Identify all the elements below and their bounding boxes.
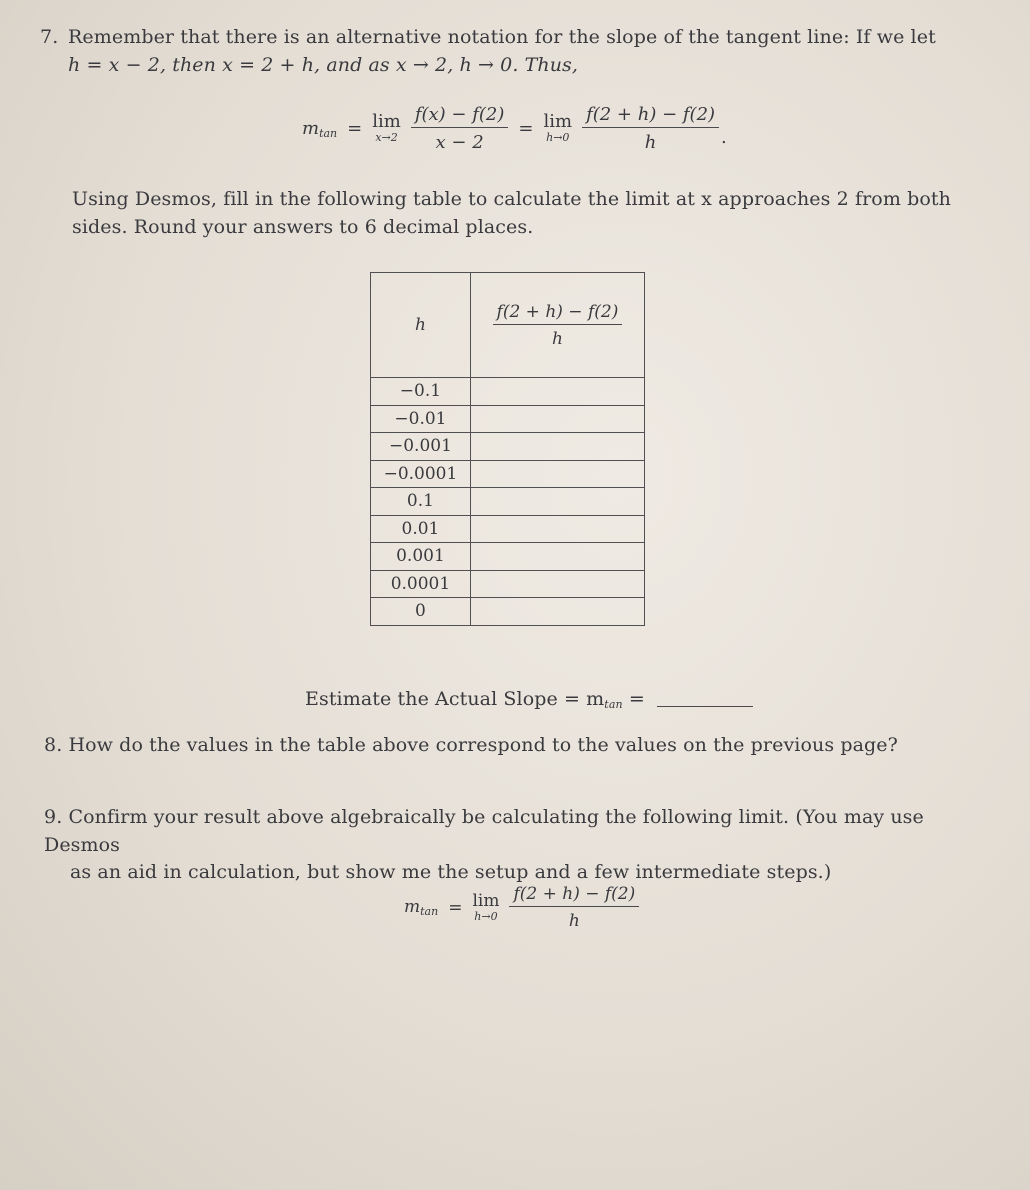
answer-cell[interactable] — [470, 405, 644, 433]
h-value-cell: 0.01 — [371, 515, 471, 543]
question-8 — [44, 732, 1004, 760]
limit-operator — [472, 890, 500, 923]
question-number: 7. — [40, 26, 59, 48]
equals-sign: = — [628, 688, 645, 710]
formula-lhs-subscript: tan — [319, 126, 338, 140]
h-value-cell: 0 — [371, 598, 471, 626]
table-row — [371, 378, 645, 406]
answer-cell[interactable] — [470, 433, 644, 461]
answer-blank[interactable] — [657, 706, 753, 707]
h-value-cell: 0.001 — [371, 543, 471, 571]
table-row — [371, 433, 645, 461]
answer-cell[interactable] — [470, 378, 644, 406]
limit-word: lim — [543, 111, 573, 133]
fraction-denominator: x − 2 — [435, 132, 484, 153]
question-7-line-2: h = x − 2, then x = 2 + h, and as x → 2, h → 0. Thus, — [68, 53, 579, 76]
table-row — [371, 543, 645, 571]
table-header-row — [371, 273, 645, 378]
h-value-cell: −0.01 — [371, 405, 471, 433]
question-8-text: How do the values in the table above correspond to the values on the previous page? — [68, 734, 898, 756]
slope-limit-formula-2 — [404, 884, 639, 931]
h-value-cell: 0.1 — [371, 488, 471, 516]
table-row — [371, 515, 645, 543]
limit-operator — [543, 113, 572, 143]
fraction-numerator: f(2 + h) − f(2) — [582, 104, 719, 128]
question-number: 9. — [44, 806, 63, 828]
difference-quotient-x — [411, 104, 509, 153]
answer-cell[interactable] — [470, 543, 644, 571]
fraction-denominator: h — [551, 328, 563, 349]
table-row — [371, 570, 645, 598]
question-9-line-2: as an aid in calculation, but show me the setup and a few intermediate steps.) — [70, 861, 832, 884]
table-instructions — [72, 186, 1002, 241]
column-header-quotient — [470, 273, 644, 378]
limit-subscript: h→0 — [474, 909, 498, 923]
answer-cell[interactable] — [470, 460, 644, 488]
h-value-cell: 0.0001 — [371, 570, 471, 598]
fraction-denominator: h — [568, 911, 580, 931]
limit-table — [370, 272, 645, 626]
difference-quotient-h — [509, 884, 639, 931]
slope-limit-formula — [302, 104, 727, 153]
table-row — [371, 598, 645, 626]
equals-sign: = — [347, 118, 363, 139]
answer-cell[interactable] — [470, 598, 644, 626]
question-9-line-1: Confirm your result above algebraically be calculating the following limit. (You may use Desmos — [44, 806, 924, 856]
answer-cell[interactable] — [470, 570, 644, 598]
table-row — [371, 460, 645, 488]
difference-quotient-h — [582, 104, 719, 153]
question-9 — [44, 804, 1004, 887]
estimate-subscript: tan — [604, 698, 623, 711]
formula-lhs-subscript: tan — [420, 905, 439, 918]
question-7-line-1: Remember that there is an alternative notation for the slope of the tangent line: If we let — [68, 26, 936, 48]
table-row — [371, 488, 645, 516]
question-7 — [40, 24, 1000, 79]
fraction-numerator: f(x) − f(2) — [411, 104, 509, 128]
fraction-numerator: f(2 + h) − f(2) — [493, 302, 623, 325]
formula-period: . — [721, 127, 727, 148]
formula-lhs: m — [404, 897, 421, 917]
fraction-denominator: h — [644, 132, 657, 153]
fraction-numerator: f(2 + h) − f(2) — [509, 884, 639, 907]
table-row — [371, 405, 645, 433]
limit-word: lim — [372, 111, 401, 133]
limit-operator — [372, 113, 401, 143]
estimate-slope-line — [305, 686, 753, 714]
instructions-line-1: Using Desmos, fill in the following table to calculate the limit at x approaches 2 from both — [72, 188, 951, 210]
equals-sign: = — [518, 118, 534, 139]
answer-cell[interactable] — [470, 488, 644, 516]
estimate-label: Estimate the Actual Slope = m — [305, 688, 605, 710]
h-value-cell: −0.001 — [371, 433, 471, 461]
formula-lhs: m — [302, 117, 320, 139]
equals-sign: = — [448, 897, 463, 918]
limit-subscript: h→0 — [546, 131, 570, 145]
column-header-h: h — [371, 273, 471, 378]
answer-cell[interactable] — [470, 515, 644, 543]
question-number: 8. — [44, 734, 63, 756]
limit-subscript: x→2 — [375, 131, 398, 145]
h-value-cell: −0.0001 — [371, 460, 471, 488]
h-value-cell: −0.1 — [371, 378, 471, 406]
limit-word: lim — [472, 890, 500, 911]
instructions-line-2: sides. Round your answers to 6 decimal places. — [72, 215, 534, 238]
